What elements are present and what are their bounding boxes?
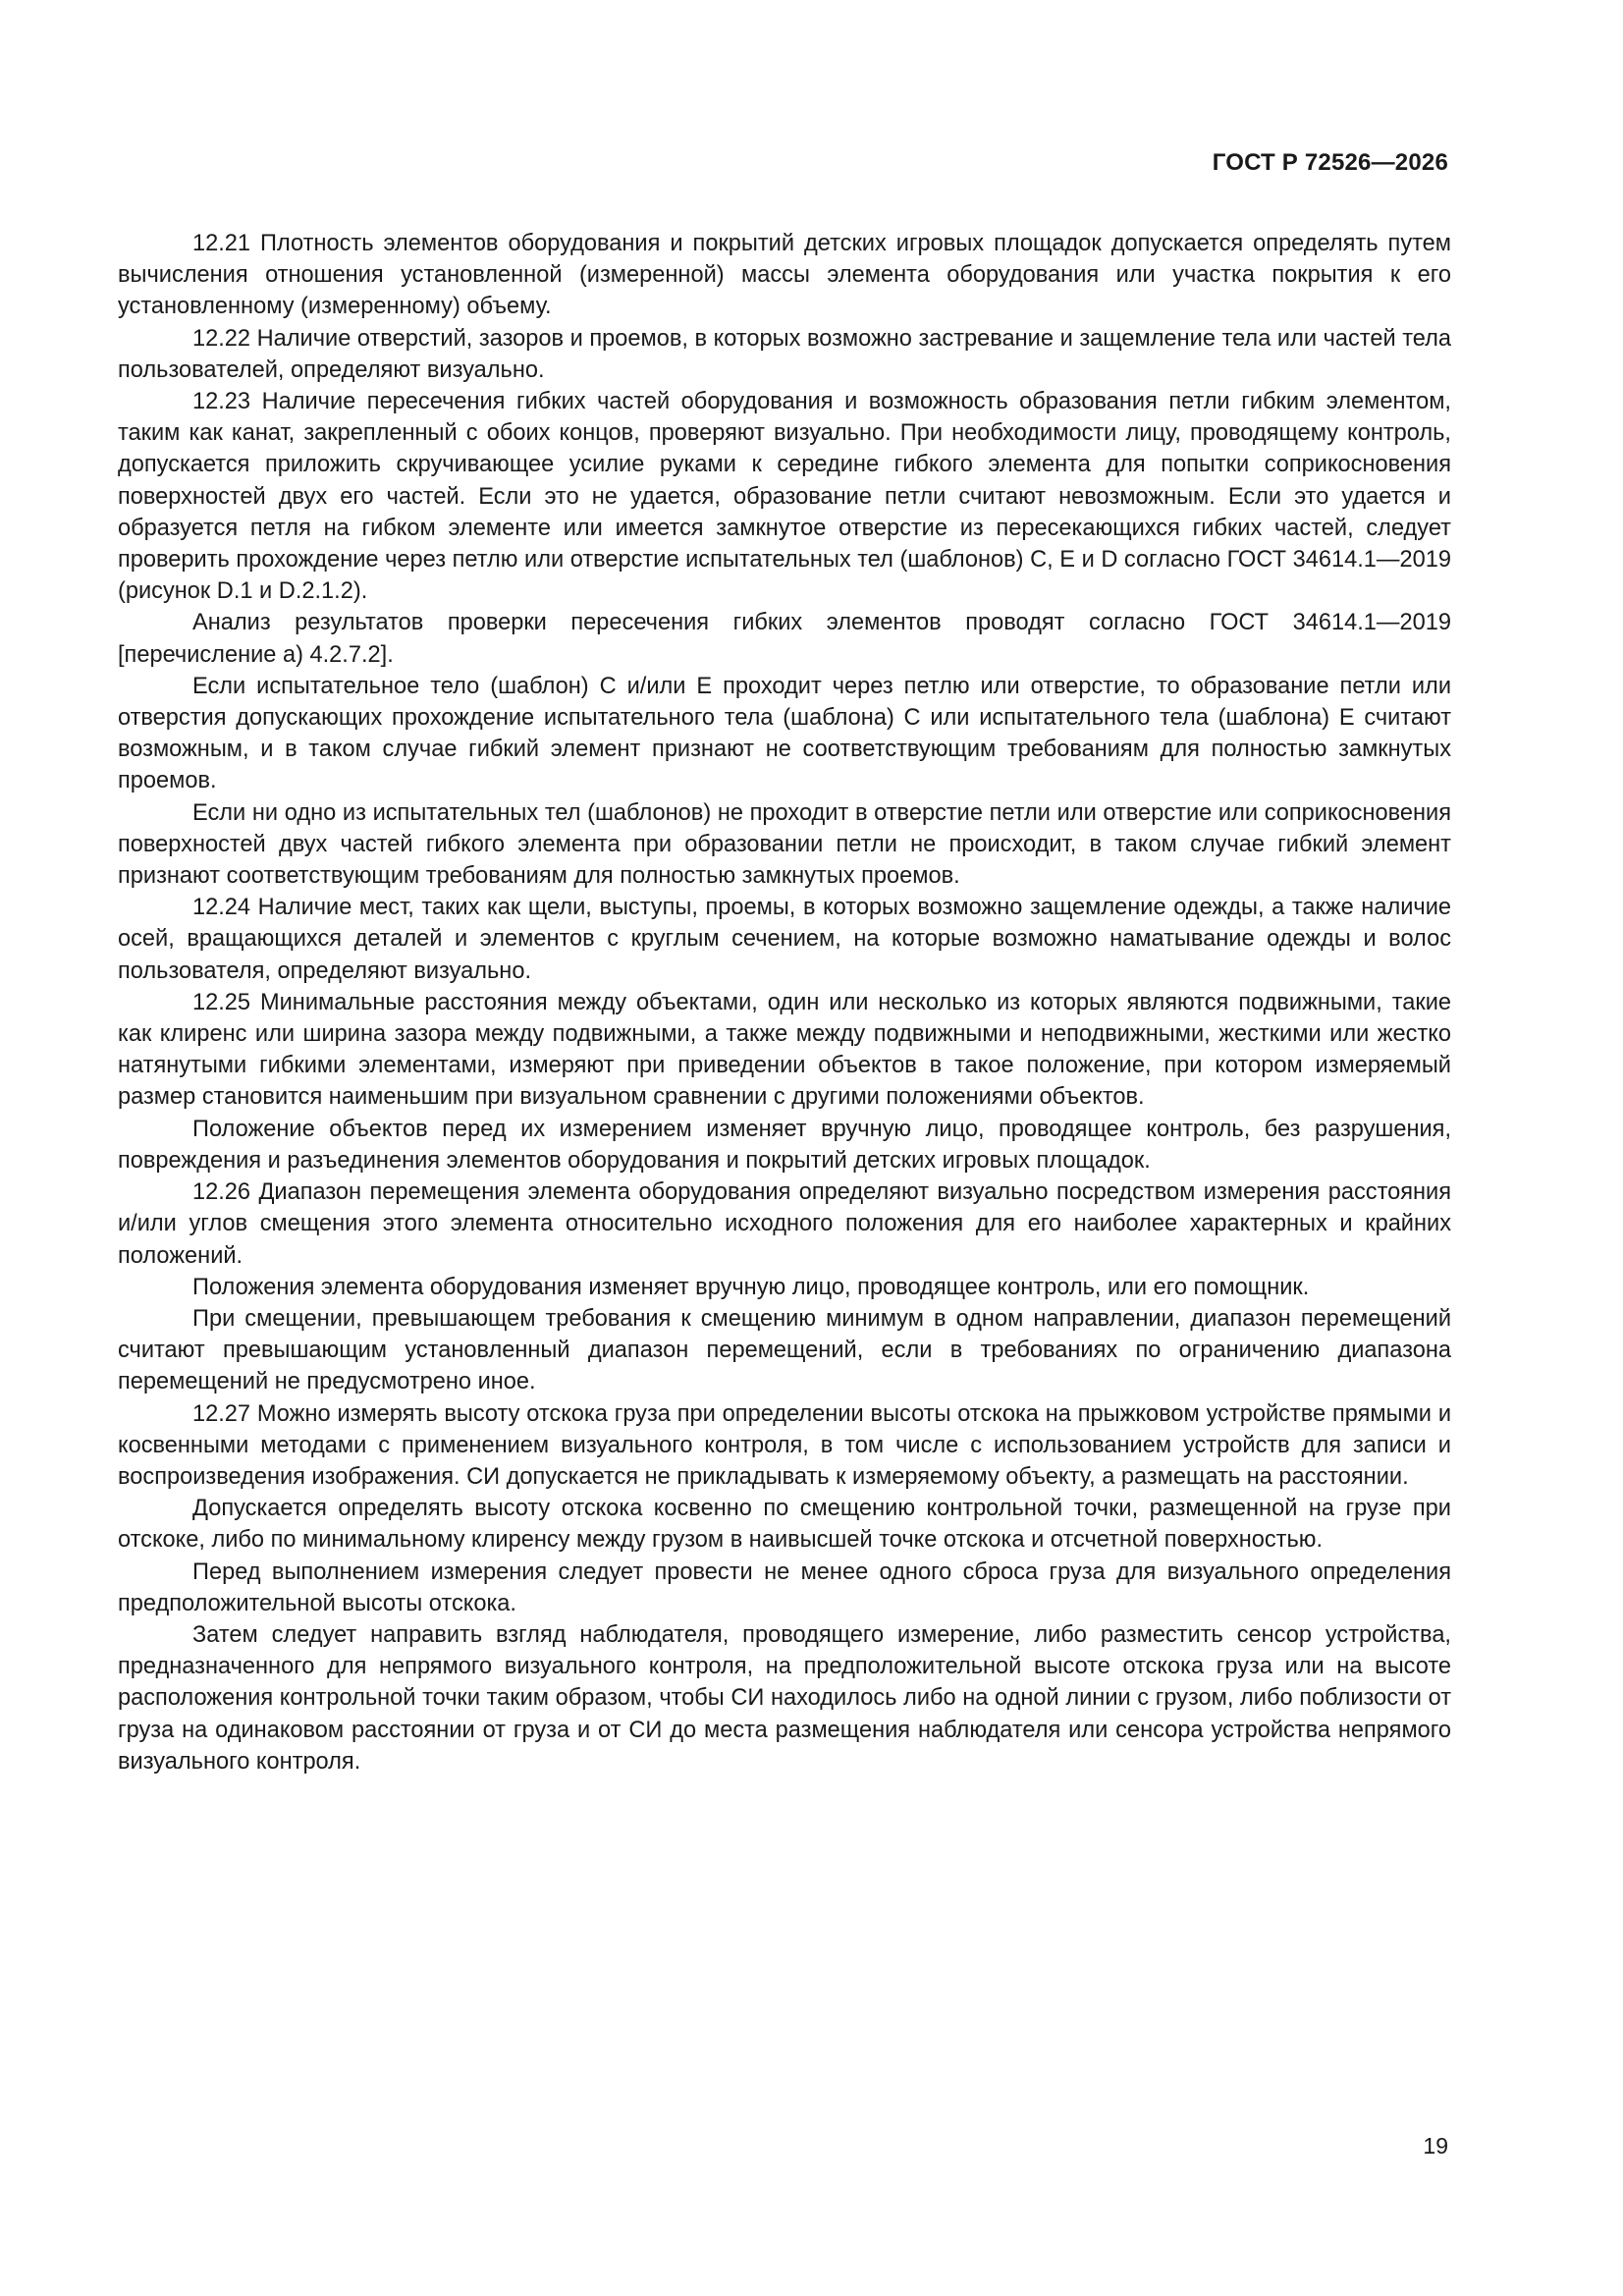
paragraph-12-26-displacement: При смещении, превышающем требования к смещению минимум в одном направлении, диапазон перемещений считают превышающим установленный диапазон перемещений, если в требованиях по ограничению диапазона перемещений не предусмотрено иное. bbox=[118, 1305, 1451, 1395]
paragraph-12-26: 12.26 Диапазон перемещения элемента оборудования определяют визуально посредством измерения расстояния и/или углов смещения этого элемента относительно исходного положения для его наиболее характерных и крайних положений. bbox=[118, 1179, 1451, 1269]
paragraph-12-23-analysis: Анализ результатов проверки пересечения гибких элементов проводят согласно ГОСТ 34614.1—2019 [перечисление а) 4.2.7.2]. bbox=[118, 610, 1451, 668]
document-code-header: ГОСТ Р 72526—2026 bbox=[1212, 149, 1448, 176]
paragraph-12-27-observer: Затем следует направить взгляд наблюдателя, проводящего измерение, либо разместить сенсор устройства, предназначенного для непрямого визуального контроля, на предположительной высоте отскока груза или на высоте расположения контрольной точки таким образом, чтобы СИ находилось либо на одной линии с грузом, либо поблизости от груза на одинаковом расстоянии от груза и от СИ до места размещения наблюдателя или сенсора устройства непрямого визуального контроля. bbox=[118, 1621, 1451, 1775]
paragraph-12-24: 12.24 Наличие мест, таких как щели, выступы, проемы, в которых возможно защемление одежды, а также наличие осей, вращающихся деталей и элементов с круглым сечением, на которые возможно наматывание одежды и волос пользователя, определяют визуально. bbox=[118, 895, 1451, 984]
paragraph-12-21: 12.21 Плотность элементов оборудования и покрытий детских игровых площадок допускается определять путем вычисления отношения установленной (измеренной) массы элемента оборудования или участка покрытия к его установленному (измеренному) объему. bbox=[118, 231, 1451, 320]
paragraph-12-22: 12.22 Наличие отверстий, зазоров и проемов, в которых возможно застревание и защемление тела или частей тела пользователей, определяют визуально. bbox=[118, 325, 1451, 383]
paragraph-12-25-positioning: Положение объектов перед их измерением изменяет вручную лицо, проводящее контроль, без разрушения, повреждения и разъединения элементов оборудования и покрытий детских игровых площадок. bbox=[118, 1116, 1451, 1174]
paragraph-12-27-indirect: Допускается определять высоту отскока косвенно по смещению контрольной точки, размещенной на грузе при отскоке, либо по минимальному клиренсу между грузом в наивысшей точке отскока и отсчетной поверхностью. bbox=[118, 1496, 1451, 1554]
paragraph-12-25: 12.25 Минимальные расстояния между объектами, один или несколько из которых являются подвижными, такие как клиренс или ширина зазора между подвижными, а также между подвижными и неподвижными, жесткими или жестко натянутыми гибкими элементами, измеряют при приведении объектов в такое положение, при котором измеряемый размер становится наименьшим при визуальном сравнении с другими положениями объектов. bbox=[118, 989, 1451, 1111]
body-text bbox=[118, 228, 1451, 1777]
paragraph-12-23-pass-case: Если испытательное тело (шаблон) С и/или Е проходит через петлю или отверстие, то образование петли или отверстия допускающих прохождение испытательного тела (шаблона) С или испытательного тела (шаблона) Е считают возможным, и в таком случае гибкий элемент признают не соответствующим требованиям для полностью замкнутых проемов. bbox=[118, 673, 1451, 794]
paragraph-12-27-drop: Перед выполнением измерения следует провести не менее одного сброса груза для визуального определения предположительной высоты отскока. bbox=[118, 1558, 1451, 1616]
paragraph-12-27: 12.27 Можно измерять высоту отскока груза при определении высоты отскока на прыжковом устройстве прямыми и косвенными методами с применением визуального контроля, в том числе с использованием устройств для записи и воспроизведения изображения. СИ допускается не прикладывать к измеряемому объекту, а размещать на расстоянии. bbox=[118, 1400, 1451, 1490]
paragraph-12-23-fail-case: Если ни одно из испытательных тел (шаблонов) не проходит в отверстие петли или отверстие или соприкосновения поверхностей двух частей гибкого элемента при образовании петли не происходит, в таком случае гибкий элемент признают соответствующим требованиям для полностью замкнутых проемов. bbox=[118, 799, 1451, 890]
page-number: 19 bbox=[1423, 2133, 1448, 2159]
paragraph-12-26-operator: Положения элемента оборудования изменяет вручную лицо, проводящее контроль, или его помощник. bbox=[192, 1274, 1310, 1300]
paragraph-12-23: 12.23 Наличие пересечения гибких частей оборудования и возможность образования петли гибким элементом, таким как канат, закрепленный с обоих концов, проверяют визуально. При необходимости лицу, проводящему контроль, допускается приложить скручивающее усилие руками к середине гибкого элемента для попытки соприкосновения поверхностей двух его частей. Если это не удается, образование петли считают невозможным. Если это удается и образуется петля на гибком элементе или имеется замкнутое отверстие из пересекающихся гибких частей, следует проверить прохождение через петлю или отверстие испытательных тел (шаблонов) С, Е и D согласно ГОСТ 34614.1—2019 (рисунок D.1 и D.2.1.2). bbox=[118, 389, 1451, 605]
